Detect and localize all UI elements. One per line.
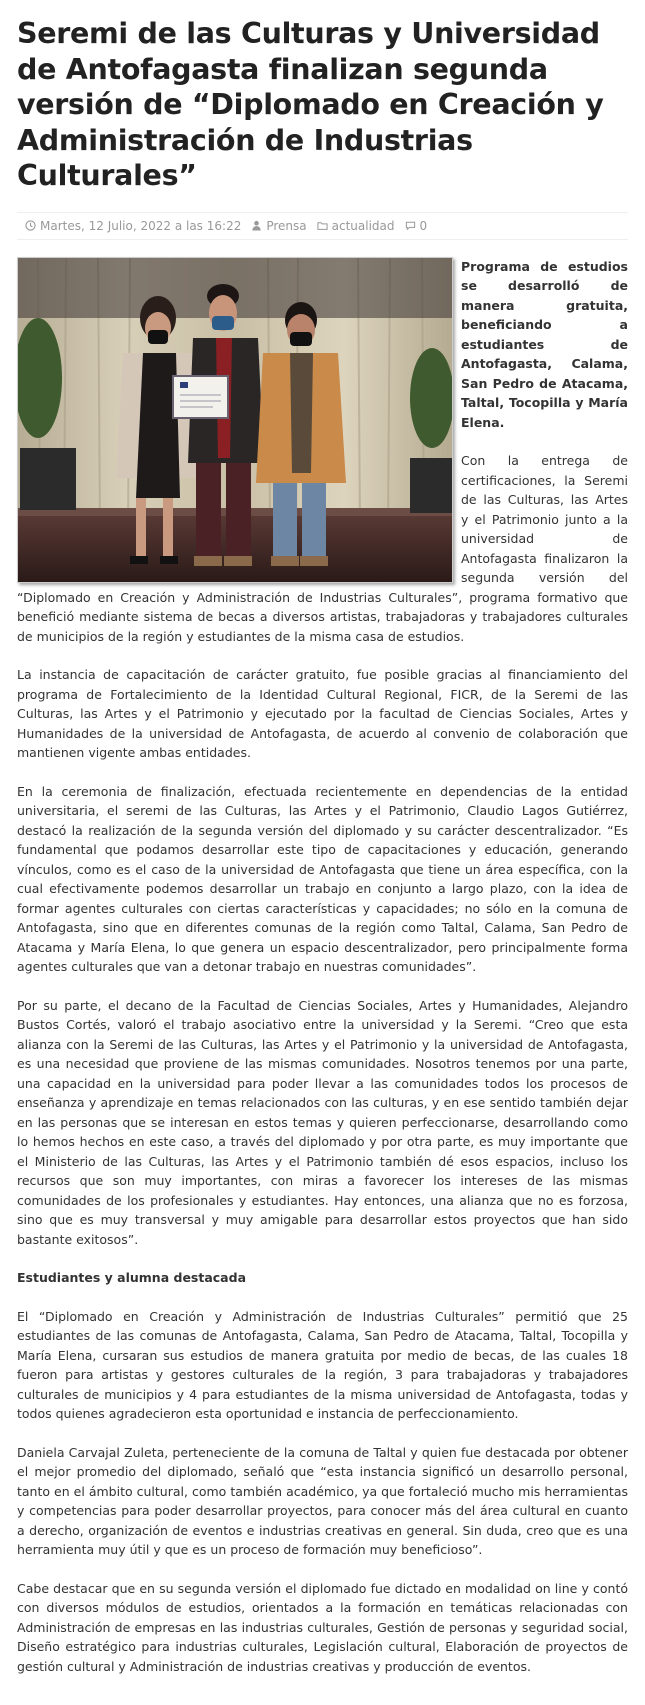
article-lead: Programa de estudios se desarrolló de manera gratuita, beneficiando a estudiantes de Antofagasta, Calama, San Pedro de Atacama, Taltal, Tocopilla y María Elena. [461, 258, 628, 430]
article-photo [17, 257, 453, 583]
meta-date-text: Martes, 12 Julio, 2022 a las 16:22 [40, 218, 242, 233]
paragraph-4: Por su parte, el decano de la Facultad de Ciencias Sociales, Artes y Humanidades, Alejandro Bustos Cortés, valoró el trabajo asociativo entre la universidad y la Seremi. “Creo que esta alianza con la Seremi de las Culturas, las Artes y el Patrimonio y la universidad de Antofagasta, es una necesidad que proviene de las mismas comunidades. Nosotros tenemos por una parte, una capacidad en la universidad para poder llevar a las comunidades todos los procesos de enseñanza y aprendizaje en temas relacionados con las culturas, y en ese sentido también dejar en las personas que se interesan en estos temas y quieren perfeccionarse, desarrollando como lo hemos hechos en este caso, a través del diplomado y por otra parte, es muy importante que el Ministerio de las Culturas, las Artes y el Patrimonio también dé esos espacios, incluso los recursos que son muy importantes, con miras a favorecer los intereses de las mismas comunidades de los profesionales y estudiantes. Hay entonces, una alianza que no es forzosa, sino que es muy transversal y muy amigable para desarrollar estos proyectos que han sido bastante exitosos”. [17, 997, 628, 1247]
meta-author[interactable] [251, 219, 306, 233]
paragraph-5: El “Diplomado en Creación y Administración de Industrias Culturales” permitió que 25 estudiantes de las comunas de Antofagasta, Calama, San Pedro de Atacama, Taltal, Tocopilla y María Elena, cursaran sus estudios de manera gratuita por medio de becas, de las cuales 18 fueron para artistas y gestores culturales de la región, 3 para trabajadoras y trabajadores culturales de municipios y 4 para estudiantes de la misma universidad de Antofagasta, todas y todos quienes agradecieron esta oportunidad e instancia de perfeccionamiento. [17, 1308, 628, 1421]
folder-icon [317, 220, 328, 231]
ceremony-photo-image [18, 258, 452, 582]
paragraph-2: La instancia de capacitación de carácter gratuito, fue posible gracias al financiamiento del programa de Fortalecimiento de la Identidad Cultural Regional, FICR, de la Seremi de las Culturas, las Artes y el Patrimonio y ejecutado por la facultad de Ciencias Sociales, Artes y Humanidades de la universidad de Antofagasta, de acuerdo al convenio de colaboración que mantienen vigente ambas entidades. [17, 667, 628, 760]
article-title: Seremi de las Culturas y Universidad de Antofagasta finalizan segunda versión de “Diplomado en Creación y Administración de Industrias Culturales” [17, 17, 604, 192]
paragraph-7: Cabe destacar que en su segunda versión el diplomado fue dictado en modalidad on line y contó con diversos módulos de estudios, orientados a la formación en temáticas relacionadas con Administración de empresas en las industrias culturales, Gestión de personas y seguridad social, Diseño estratégico para industrias culturales, Legislación cultural, Elaboración de proyectos de gestión cultural y Administración de industrias creativas y producción de eventos. [17, 1580, 628, 1674]
paragraph-1: Con la entrega de certificaciones, la Seremi de las Culturas, las Artes y el Patrimonio junto a la universidad de Antofagasta finalizaron la segunda versión del “Diplomado en Creación y Administración de Industrias Culturales”, programa formativo que benefició mediante sistema de becas a diversos artistas, trabajadoras y trabajadores culturales de municipios de la región y estudiantes de la misma casa de estudios. [17, 453, 628, 644]
paragraph-3: En la ceremonia de finalización, efectuada recientemente en dependencias de la entidad universitaria, el seremi de las Culturas, las Artes y el Patrimonio, Claudio Lagos Gutiérrez, destacó la realización de la segunda versión del diplomado y su carácter descentralizador. “Es fundamental que podamos desarrollar este tipo de capacitaciones y educación, generando vínculos, como es el caso de la universidad de Antofagasta que tiene un área específica, con la cual efectivamente podemos desarrollar un trabajo en conjunto a largo plazo, con la idea de formar agentes culturales con ciertas características y capacidades; no sólo en la comuna de Antofagasta, sino que en diferentes comunas de la región como Taltal, Calama, San Pedro de Atacama y María Elena, lo que genera un espacio descentralizador, pero principalmente forma agentes culturales que van a detonar trabajo en nuestras comunidades”. [17, 783, 628, 974]
meta-comments[interactable] [405, 219, 428, 233]
user-icon [251, 220, 262, 231]
section-subheading: Estudiantes y alumna destacada [17, 1270, 246, 1285]
meta-date [25, 219, 241, 233]
paragraph-6: Daniela Carvajal Zuleta, perteneciente de la comuna de Taltal y quien fue destacada por obtener el mejor promedio del diplomado, señaló que “esta instancia significó un desarrollo personal, tanto en el ámbito cultural, como también académico, ya que fortaleció mucho mis herramientas y competencias para poder desarrollar proyectos, para conocer más del área cultural en cuanto a derecho, organización de eventos e industrias creativas en general. Sin duda, creo que es una herramienta muy útil y que es un proceso de formación muy beneficioso”. [17, 1444, 628, 1557]
article-meta [17, 212, 628, 240]
meta-category-text[interactable]: actualidad [331, 218, 395, 233]
meta-category[interactable] [317, 219, 395, 233]
comment-icon [405, 220, 416, 231]
clock-icon [25, 220, 36, 231]
meta-comments-count[interactable]: 0 [419, 218, 428, 233]
article-body [17, 257, 628, 1677]
meta-author-text[interactable]: Prensa [266, 218, 307, 233]
